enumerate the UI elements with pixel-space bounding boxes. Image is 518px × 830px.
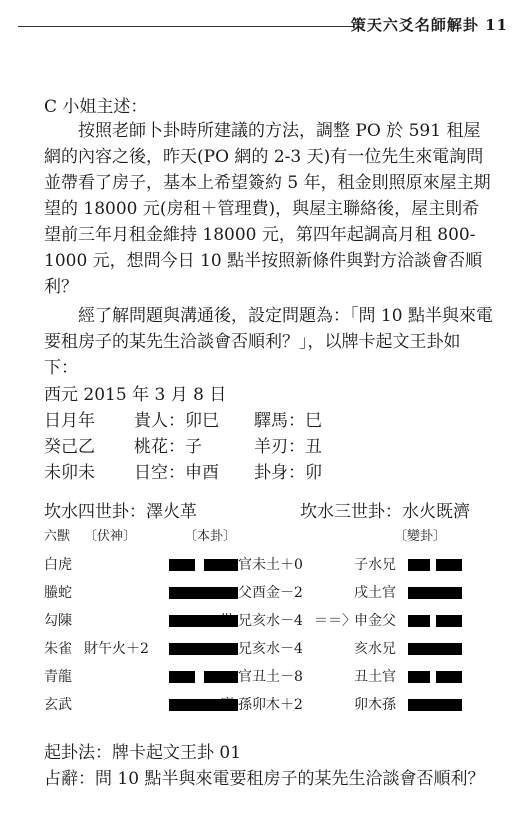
yang-line	[169, 587, 238, 599]
yang-line	[169, 699, 238, 711]
yin-line-left	[169, 559, 195, 571]
changed-line: 卯木孫	[354, 697, 396, 713]
info-cell: 卦身：卯	[254, 463, 322, 483]
table-row	[44, 612, 504, 640]
changed-line: 丑土官	[354, 669, 396, 685]
info-cell: 貴人：卯巳	[134, 411, 219, 431]
info-cell: 未卯未	[44, 463, 95, 483]
changed-line: 申金父	[354, 613, 396, 629]
header-six-beasts: 六獸	[44, 529, 71, 544]
info-cell: 羊刃：丑	[254, 437, 322, 457]
six-beast: 白虎	[44, 557, 72, 573]
speaker-label: C 小姐主述：	[44, 97, 148, 117]
info-cell: 桃花：子	[134, 437, 202, 457]
yin-line-right	[204, 559, 238, 571]
six-beast: 玄武	[44, 697, 72, 713]
yin-line-left	[408, 671, 430, 683]
hexagram-table	[44, 528, 504, 724]
table-row	[44, 640, 504, 668]
header-hidden-spirit: 〔伏神〕	[84, 529, 137, 544]
original-hexagram-title: 坎水四世卦：澤火革	[44, 502, 197, 522]
table-row	[44, 668, 504, 696]
six-beast: 螣蛇	[44, 585, 72, 601]
original-line: 孫卯木＋2	[238, 697, 303, 713]
table-header	[44, 528, 504, 556]
yang-line	[169, 643, 238, 655]
book-title: 策天六爻名師解卦 11	[350, 16, 508, 34]
date-line: 西元 2015 年 3 月 8 日	[44, 385, 227, 405]
question-line: 占辭：問 10 點半與來電要租房子的某先生洽談會否順利？	[44, 769, 485, 789]
six-beast: 青龍	[44, 669, 72, 685]
changed-line: 子水兄	[354, 557, 396, 573]
header-rule	[18, 26, 354, 27]
header-changed: 〔變卦〕	[394, 529, 447, 544]
yang-line	[408, 643, 462, 655]
info-row	[44, 460, 322, 486]
info-row	[44, 434, 322, 460]
original-line: 官丑土－8	[238, 669, 303, 685]
divination-info	[44, 382, 322, 486]
page-header	[18, 14, 508, 36]
info-cell: 癸己乙	[44, 437, 95, 457]
header-original: 〔本卦〕	[184, 529, 237, 544]
six-beast: 朱雀	[44, 641, 72, 657]
yin-line-left	[408, 559, 430, 571]
original-line: 兄亥水－4	[238, 641, 303, 657]
method-line: 起卦法：牌卡起文王卦 01	[44, 743, 242, 763]
table-row	[44, 584, 504, 612]
changed-line: 戌土官	[354, 585, 396, 601]
changed-hexagram-title: 坎水三世卦：水火既濟	[300, 502, 470, 522]
original-line: 父酉金－2	[238, 585, 303, 601]
paragraph-2: 經了解問題與溝通後，設定問題為：「問 10 點半與來電要租房子的某先生洽談會否順利？」，以牌卡起文王卦如下：	[44, 306, 493, 378]
hidden-spirit: 財午火＋2	[84, 641, 149, 657]
info-cell: 日空：申酉	[134, 463, 219, 483]
table-row	[44, 696, 504, 724]
info-row	[44, 408, 322, 434]
footer-notes	[44, 740, 484, 792]
yin-line-left	[408, 615, 430, 627]
info-cell: 驛馬：巳	[254, 411, 322, 431]
yin-line-right	[204, 671, 238, 683]
original-line: 官未土＋0	[238, 557, 303, 573]
yin-line-right	[436, 615, 462, 627]
six-beast: 勾陳	[44, 613, 72, 629]
original-line: 兄亥水－4	[238, 613, 303, 629]
table-row	[44, 556, 504, 584]
yin-line-left	[169, 671, 195, 683]
change-arrow: ＝＝〉	[314, 613, 356, 629]
yang-line	[408, 699, 462, 711]
yin-line-right	[436, 671, 462, 683]
yang-line	[169, 615, 238, 627]
yang-line	[408, 587, 462, 599]
paragraph-1: 按照老師卜卦時所建議的方法，調整 PO 於 591 租屋網的內容之後，昨天(PO 網的 2-3 天)有一位先生來電詢問並帶看了房子，基本上希望簽約 5 年，租金則照原來屋主期望的 18000 元(房租＋管理費)，與屋主聯絡後，屋主則希望前三年月租金維持 18000 元，第四年起調高月租 800-1000 元，想問今日 10 點半按照新條件與對方洽談會否順利？	[44, 121, 491, 297]
yin-line-right	[436, 559, 462, 571]
info-cell: 日月年	[44, 411, 95, 431]
changed-line: 亥水兄	[354, 641, 396, 657]
